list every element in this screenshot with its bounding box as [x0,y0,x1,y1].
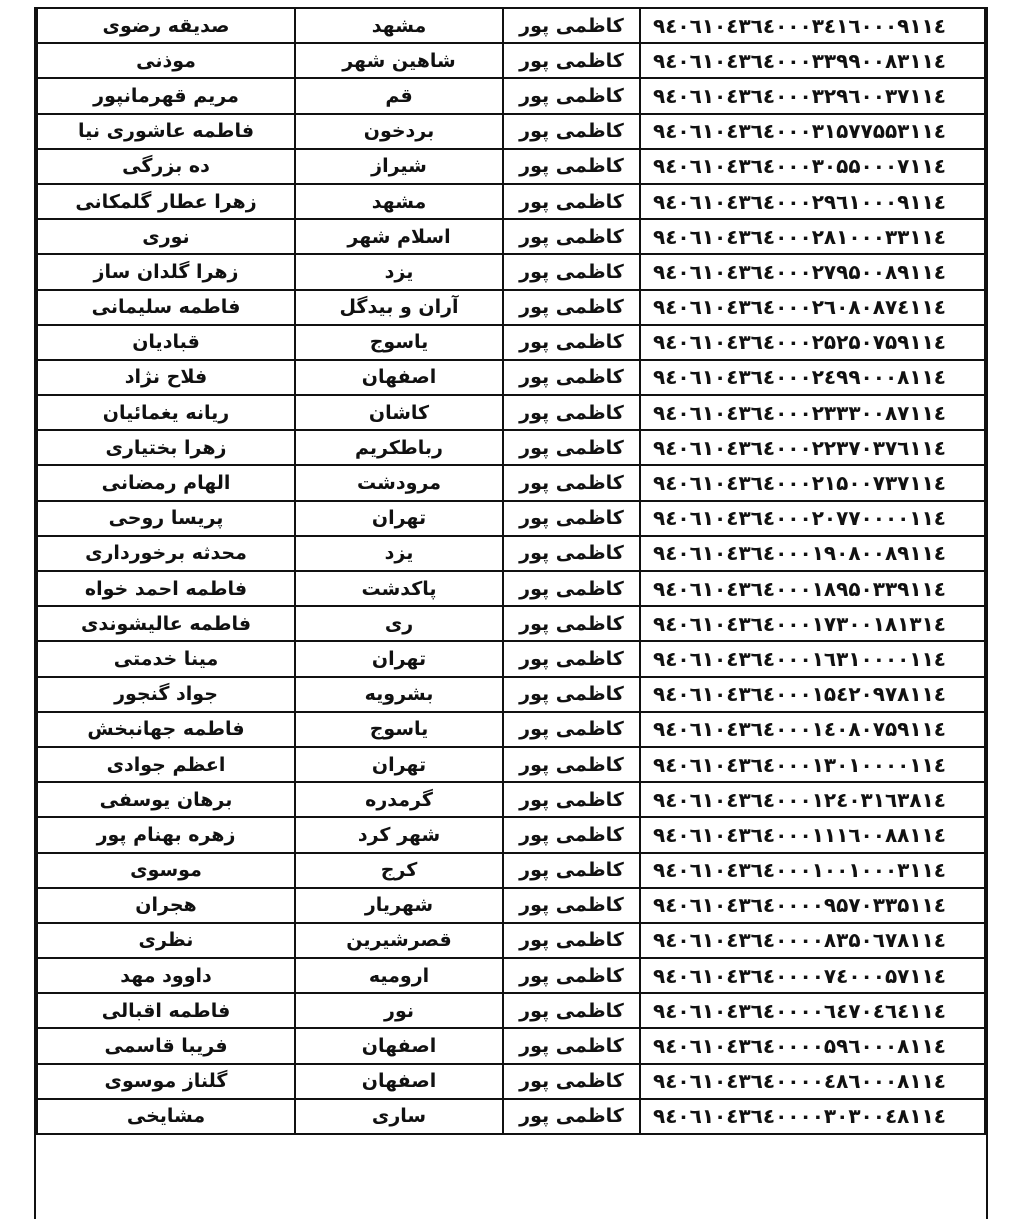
family-cell: کاظمی پور [503,114,640,149]
name-cell: ده بزرگی [37,149,295,184]
family-cell: کاظمی پور [503,395,640,430]
name-cell: قبادیان [37,325,295,360]
city-cell: تهران [295,641,503,676]
family-cell: کاظمی پور [503,677,640,712]
family-cell: کاظمی پور [503,536,640,571]
table-row [37,606,985,641]
account-number-cell: ۹٤۰٦۱۰٤۳٦٤۰۰۰۳۰۵۵۰۰۰۷۱۱٤ [640,149,985,184]
name-cell: فاطمه سلیمانی [37,290,295,325]
table-row [37,290,985,325]
table-row [37,501,985,536]
account-number-cell: ۹٤۰٦۱۰٤۳٦٤۰۰۰۱۷۳۰۰۱۸۱۳۱٤ [640,606,985,641]
family-cell: کاظمی پور [503,888,640,923]
table-row [37,8,985,43]
city-cell: شهر کرد [295,817,503,852]
table-row [37,888,985,923]
name-cell: برهان یوسفی [37,782,295,817]
name-cell: فلاح نژاد [37,360,295,395]
name-cell: موسوی [37,853,295,888]
family-cell: کاظمی پور [503,782,640,817]
city-cell: کرج [295,853,503,888]
family-cell: کاظمی پور [503,43,640,78]
table-row [37,78,985,113]
account-number-cell: ۹٤۰٦۱۰٤۳٦٤۰۰۰۲٦۰۸۰۸۷٤۱۱٤ [640,290,985,325]
family-cell: کاظمی پور [503,465,640,500]
table-row [37,1099,985,1134]
table-row [37,641,985,676]
account-number-cell: ۹٤۰٦۱۰٤۳٦٤۰۰۰۳۱۵۷۷۵۵۳۱۱٤ [640,114,985,149]
city-cell: پاکدشت [295,571,503,606]
account-number-cell: ۹٤۰٦۱۰٤۳٦٤۰۰۰۲٤۹۹۰۰۰۸۱۱٤ [640,360,985,395]
name-cell: فاطمه عالیشوندی [37,606,295,641]
table-row [37,114,985,149]
name-cell: الهام رمضانی [37,465,295,500]
account-number-cell: ۹٤۰٦۱۰٤۳٦٤۰۰۰۲۳۳۳۰۰۸۷۱۱٤ [640,395,985,430]
account-number-cell: ۹٤۰٦۱۰٤۳٦٤۰۰۰۱۰۰۱۰۰۰۳۱۱٤ [640,853,985,888]
account-number-cell: ۹٤۰٦۱۰٤۳٦٤۰۰۰۱۵٤۲۰۹۷۸۱۱٤ [640,677,985,712]
family-cell: کاظمی پور [503,747,640,782]
table-row [37,465,985,500]
family-cell: کاظمی پور [503,853,640,888]
account-number-cell: ۹٤۰٦۱۰٤۳٦٤۰۰۰۲۲۳۷۰۳۷٦۱۱٤ [640,430,985,465]
name-cell: زهرا گلدان ساز [37,254,295,289]
city-cell: رباطکریم [295,430,503,465]
account-number-cell: ۹٤۰٦۱۰٤۳٦٤۰۰۰۱۸۹۵۰۳۳۹۱۱٤ [640,571,985,606]
name-cell: زهره بهنام پور [37,817,295,852]
city-cell: تهران [295,747,503,782]
family-cell: کاظمی پور [503,184,640,219]
city-cell: اصفهان [295,360,503,395]
city-cell: اسلام شهر [295,219,503,254]
account-number-cell: ۹٤۰٦۱۰٤۳٦٤۰۰۰۲۰۷۷۰۰۰۰۱۱٤ [640,501,985,536]
account-number-cell: ۹٤۰٦۱۰٤۳٦٤۰۰۰۳٤۱٦۰۰۰۹۱۱٤ [640,8,985,43]
city-cell: کاشان [295,395,503,430]
account-number-cell: ۹٤۰٦۱۰٤۳٦٤۰۰۰۰۳۰۳۰۰٤۸۱۱٤ [640,1099,985,1134]
name-cell: موذنی [37,43,295,78]
account-number-cell: ۹٤۰٦۱۰٤۳٦٤۰۰۰۲۱۵۰۰۷۳۷۱۱٤ [640,465,985,500]
family-cell: کاظمی پور [503,149,640,184]
family-cell: کاظمی پور [503,8,640,43]
table-row [37,677,985,712]
name-cell: داوود مهد [37,958,295,993]
city-cell: شیراز [295,149,503,184]
family-cell: کاظمی پور [503,325,640,360]
family-cell: کاظمی پور [503,1028,640,1063]
family-cell: کاظمی پور [503,606,640,641]
city-cell: مشهد [295,184,503,219]
table-row [37,923,985,958]
family-cell: کاظمی پور [503,1064,640,1099]
city-cell: آران و بیدگل [295,290,503,325]
city-cell: یاسوج [295,325,503,360]
table-row [37,149,985,184]
city-cell: شهریار [295,888,503,923]
city-cell: اصفهان [295,1064,503,1099]
table-row [37,1064,985,1099]
account-number-cell: ۹٤۰٦۱۰٤۳٦٤۰۰۰۰٤۸٦۰۰۰۸۱۱٤ [640,1064,985,1099]
table-row [37,395,985,430]
family-cell: کاظمی پور [503,360,640,395]
account-number-cell: ۹٤۰٦۱۰٤۳٦٤۰۰۰۱۱۱٦۰۰۸۸۱۱٤ [640,817,985,852]
account-number-cell: ۹٤۰٦۱۰٤۳٦٤۰۰۰۱۲٤۰۳۱٦۳۸۱٤ [640,782,985,817]
account-number-cell: ۹٤۰٦۱۰٤۳٦٤۰۰۰۲۵۲۵۰۷۵۹۱۱٤ [640,325,985,360]
family-cell: کاظمی پور [503,290,640,325]
city-cell: ارومیه [295,958,503,993]
name-cell: پریسا روحی [37,501,295,536]
family-cell: کاظمی پور [503,1099,640,1134]
family-cell: کاظمی پور [503,641,640,676]
table-row [37,747,985,782]
ledger-table [36,7,986,1135]
account-number-cell: ۹٤۰٦۱۰٤۳٦٤۰۰۰۳۳۹۹۰۰۸۳۱۱٤ [640,43,985,78]
name-cell: گلناز موسوی [37,1064,295,1099]
city-cell: تهران [295,501,503,536]
city-cell: قم [295,78,503,113]
account-number-cell: ۹٤۰٦۱۰٤۳٦٤۰۰۰۰۹۵۷۰۳۳۵۱۱٤ [640,888,985,923]
family-cell: کاظمی پور [503,430,640,465]
city-cell: بشرویه [295,677,503,712]
name-cell: محدثه برخورداری [37,536,295,571]
city-cell: یزد [295,254,503,289]
account-number-cell: ۹٤۰٦۱۰٤۳٦٤۰۰۰۳۲۹٦۰۰۳۷۱۱٤ [640,78,985,113]
city-cell: نور [295,993,503,1028]
name-cell: صدیقه رضوی [37,8,295,43]
city-cell: اصفهان [295,1028,503,1063]
family-cell: کاظمی پور [503,78,640,113]
family-cell: کاظمی پور [503,571,640,606]
city-cell: یزد [295,536,503,571]
city-cell: بردخون [295,114,503,149]
name-cell: فاطمه احمد خواه [37,571,295,606]
family-cell: کاظمی پور [503,254,640,289]
name-cell: فاطمه جهانبخش [37,712,295,747]
table-row [37,1028,985,1063]
family-cell: کاظمی پور [503,219,640,254]
name-cell: فاطمه اقبالی [37,993,295,1028]
family-cell: کاظمی پور [503,817,640,852]
name-cell: مریم قهرمانپور [37,78,295,113]
table-row [37,360,985,395]
table-row [37,430,985,465]
family-cell: کاظمی پور [503,501,640,536]
account-number-cell: ۹٤۰٦۱۰٤۳٦٤۰۰۰۱٦۳۱۰۰۰۰۱۱٤ [640,641,985,676]
family-cell: کاظمی پور [503,923,640,958]
account-number-cell: ۹٤۰٦۱۰٤۳٦٤۰۰۰۰۷٤۰۰۰۵۷۱۱٤ [640,958,985,993]
city-cell: مرودشت [295,465,503,500]
family-cell: کاظمی پور [503,712,640,747]
account-number-cell: ۹٤۰٦۱۰٤۳٦٤۰۰۰۰٦٤۷۰٤٦٤۱۱٤ [640,993,985,1028]
city-cell: قصرشیرین [295,923,503,958]
name-cell: مینا خدمتی [37,641,295,676]
account-number-cell: ۹٤۰٦۱۰٤۳٦٤۰۰۰۲۷۹۵۰۰۸۹۱۱٤ [640,254,985,289]
account-number-cell: ۹٤۰٦۱۰٤۳٦٤۰۰۰۰۸۳۵۰٦۷۸۱۱٤ [640,923,985,958]
table-row [37,958,985,993]
city-cell: گرمدره [295,782,503,817]
table-row [37,184,985,219]
name-cell: جواد گنجور [37,677,295,712]
table-row [37,254,985,289]
family-cell: کاظمی پور [503,958,640,993]
ledger-sheet [34,7,988,1219]
ledger-body [37,8,985,1134]
table-row [37,571,985,606]
table-row [37,712,985,747]
family-cell: کاظمی پور [503,993,640,1028]
city-cell: ری [295,606,503,641]
name-cell: زهرا بختیاری [37,430,295,465]
city-cell: ساری [295,1099,503,1134]
table-row [37,219,985,254]
table-row [37,817,985,852]
name-cell: نوری [37,219,295,254]
table-row [37,993,985,1028]
name-cell: زهرا عطار گلمکانی [37,184,295,219]
city-cell: شاهین شهر [295,43,503,78]
city-cell: مشهد [295,8,503,43]
name-cell: هجران [37,888,295,923]
account-number-cell: ۹٤۰٦۱۰٤۳٦٤۰۰۰۰۵۹٦۰۰۰۸۱۱٤ [640,1028,985,1063]
table-row [37,536,985,571]
table-row [37,853,985,888]
name-cell: ریانه یغمائیان [37,395,295,430]
name-cell: اعظم جوادی [37,747,295,782]
table-row [37,782,985,817]
name-cell: مشایخی [37,1099,295,1134]
city-cell: یاسوج [295,712,503,747]
account-number-cell: ۹٤۰٦۱۰٤۳٦٤۰۰۰۱۹۰۸۰۰۸۹۱۱٤ [640,536,985,571]
name-cell: فریبا قاسمی [37,1028,295,1063]
name-cell: نظری [37,923,295,958]
account-number-cell: ۹٤۰٦۱۰٤۳٦٤۰۰۰۲۹٦۱۰۰۰۹۱۱٤ [640,184,985,219]
table-row [37,325,985,360]
account-number-cell: ۹٤۰٦۱۰٤۳٦٤۰۰۰۱۳۰۱۰۰۰۰۱۱٤ [640,747,985,782]
table-row [37,43,985,78]
account-number-cell: ۹٤۰٦۱۰٤۳٦٤۰۰۰۲۸۱۰۰۰۳۳۱۱٤ [640,219,985,254]
account-number-cell: ۹٤۰٦۱۰٤۳٦٤۰۰۰۱٤۰۸۰۷۵۹۱۱٤ [640,712,985,747]
name-cell: فاطمه عاشوری نیا [37,114,295,149]
